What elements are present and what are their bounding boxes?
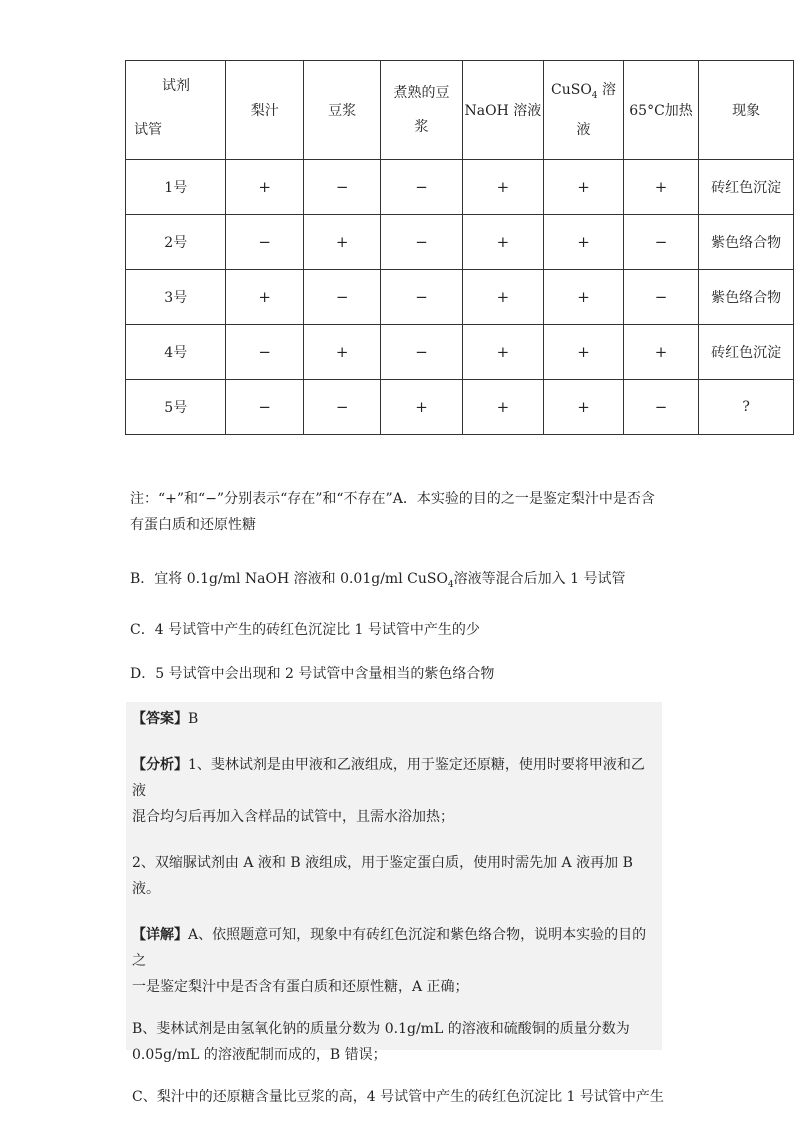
header-phenomenon: 现象 <box>699 61 794 160</box>
cell: − <box>381 270 462 325</box>
result-cell: 紫色络合物 <box>699 215 794 270</box>
experiment-table <box>125 60 794 435</box>
diagonal-header-cell <box>126 61 226 160</box>
detail-c: C、梨汁中的还原糖含量比豆浆的高，4 号试管中产生的砖红色沉淀比 1 号试管中产生 <box>132 1089 664 1105</box>
header-soy-milk: 豆浆 <box>303 61 380 160</box>
row-label: 2号 <box>126 215 226 270</box>
note-paragraph: 注：“+”和“−”分别表示“存在”和“不存在”A．本实验的目的之一是鉴定梨汁中是否含 有蛋白质和还原性糖 <box>130 491 655 533</box>
row-label: 4号 <box>126 325 226 380</box>
analysis-block: 【分析】1、斐林试剂是由甲液和乙液组成，用于鉴定还原糖，使用时要将甲液和乙液 混合均匀后再加入含样品的试管中，且需水浴加热； <box>132 757 645 825</box>
row-label: 1号 <box>126 160 226 215</box>
cell: + <box>544 270 624 325</box>
cell: − <box>381 160 462 215</box>
cell: − <box>623 215 698 270</box>
cell: + <box>544 380 624 435</box>
cell: + <box>381 380 462 435</box>
answer-label: 【答案】 <box>132 711 188 727</box>
cell: + <box>462 325 544 380</box>
cell: + <box>544 325 624 380</box>
table-row <box>126 270 794 325</box>
analysis-label: 【分析】 <box>132 757 188 773</box>
cell: − <box>623 270 698 325</box>
solution-section <box>126 702 664 1105</box>
cell: − <box>226 215 303 270</box>
cell: + <box>544 215 624 270</box>
header-tube: 试管 <box>134 122 162 138</box>
analysis-point-2: 2、双缩脲试剂由 A 液和 B 液组成，用于鉴定蛋白质，使用时需先加 A 液再加 B 液。 <box>132 855 633 897</box>
row-label: 5号 <box>126 380 226 435</box>
answer-value: B <box>188 711 199 727</box>
cell: − <box>381 325 462 380</box>
cell: + <box>303 325 380 380</box>
cell: − <box>623 380 698 435</box>
table-row <box>126 380 794 435</box>
cell: − <box>381 215 462 270</box>
table-header-row <box>126 61 794 160</box>
option-b: B．宜将 0.1g/ml NaOH 溶液和 0.01g/ml CuSO$_4$溶液等混合后加入 1 号试管 <box>130 571 626 590</box>
header-cooked-soy-milk: 煮熟的豆 浆 <box>381 61 462 160</box>
result-cell: ? <box>699 380 794 435</box>
row-label: 3号 <box>126 270 226 325</box>
table-row <box>126 160 794 215</box>
detail-label: 【详解】 <box>132 927 188 943</box>
header-cuso4: CuSO$_4$ 溶 液 <box>544 61 624 160</box>
cell: − <box>226 380 303 435</box>
cell: − <box>303 380 380 435</box>
cell: + <box>226 270 303 325</box>
cell: + <box>303 215 380 270</box>
cell: + <box>623 325 698 380</box>
result-cell: 紫色络合物 <box>699 270 794 325</box>
header-heating: 65°C加热 <box>623 61 698 160</box>
cell: − <box>226 325 303 380</box>
table-row <box>126 325 794 380</box>
cell: + <box>623 160 698 215</box>
option-c: C．4 号试管中产生的砖红色沉淀比 1 号试管中产生的少 <box>130 622 480 638</box>
option-d: D．5 号试管中会出现和 2 号试管中含量相当的紫色络合物 <box>130 666 495 682</box>
answer-line <box>126 702 662 732</box>
cell: + <box>226 160 303 215</box>
cell: + <box>544 160 624 215</box>
table-row <box>126 215 794 270</box>
cell: + <box>462 270 544 325</box>
cell: − <box>303 160 380 215</box>
cell: + <box>462 160 544 215</box>
cell: + <box>462 380 544 435</box>
detail-block: 【详解】A、依照题意可知，现象中有砖红色沉淀和紫色络合物，说明本实验的目的之 一是鉴定梨汁中是否含有蛋白质和还原性糖，A 正确； <box>132 927 647 995</box>
result-cell: 砖红色沉淀 <box>699 325 794 380</box>
cell: − <box>303 270 380 325</box>
header-reagent: 试剂 <box>162 78 190 94</box>
result-cell: 砖红色沉淀 <box>699 160 794 215</box>
header-naoh: NaOH 溶液 <box>462 61 544 160</box>
detail-b: B、斐林试剂是由氢氧化钠的质量分数为 0.1g/mL 的溶液和硫酸铜的质量分数为 0.05g/mL 的溶液配制而成的，B 错误； <box>132 1021 630 1063</box>
cell: + <box>462 215 544 270</box>
header-pear-juice: 梨汁 <box>226 61 303 160</box>
